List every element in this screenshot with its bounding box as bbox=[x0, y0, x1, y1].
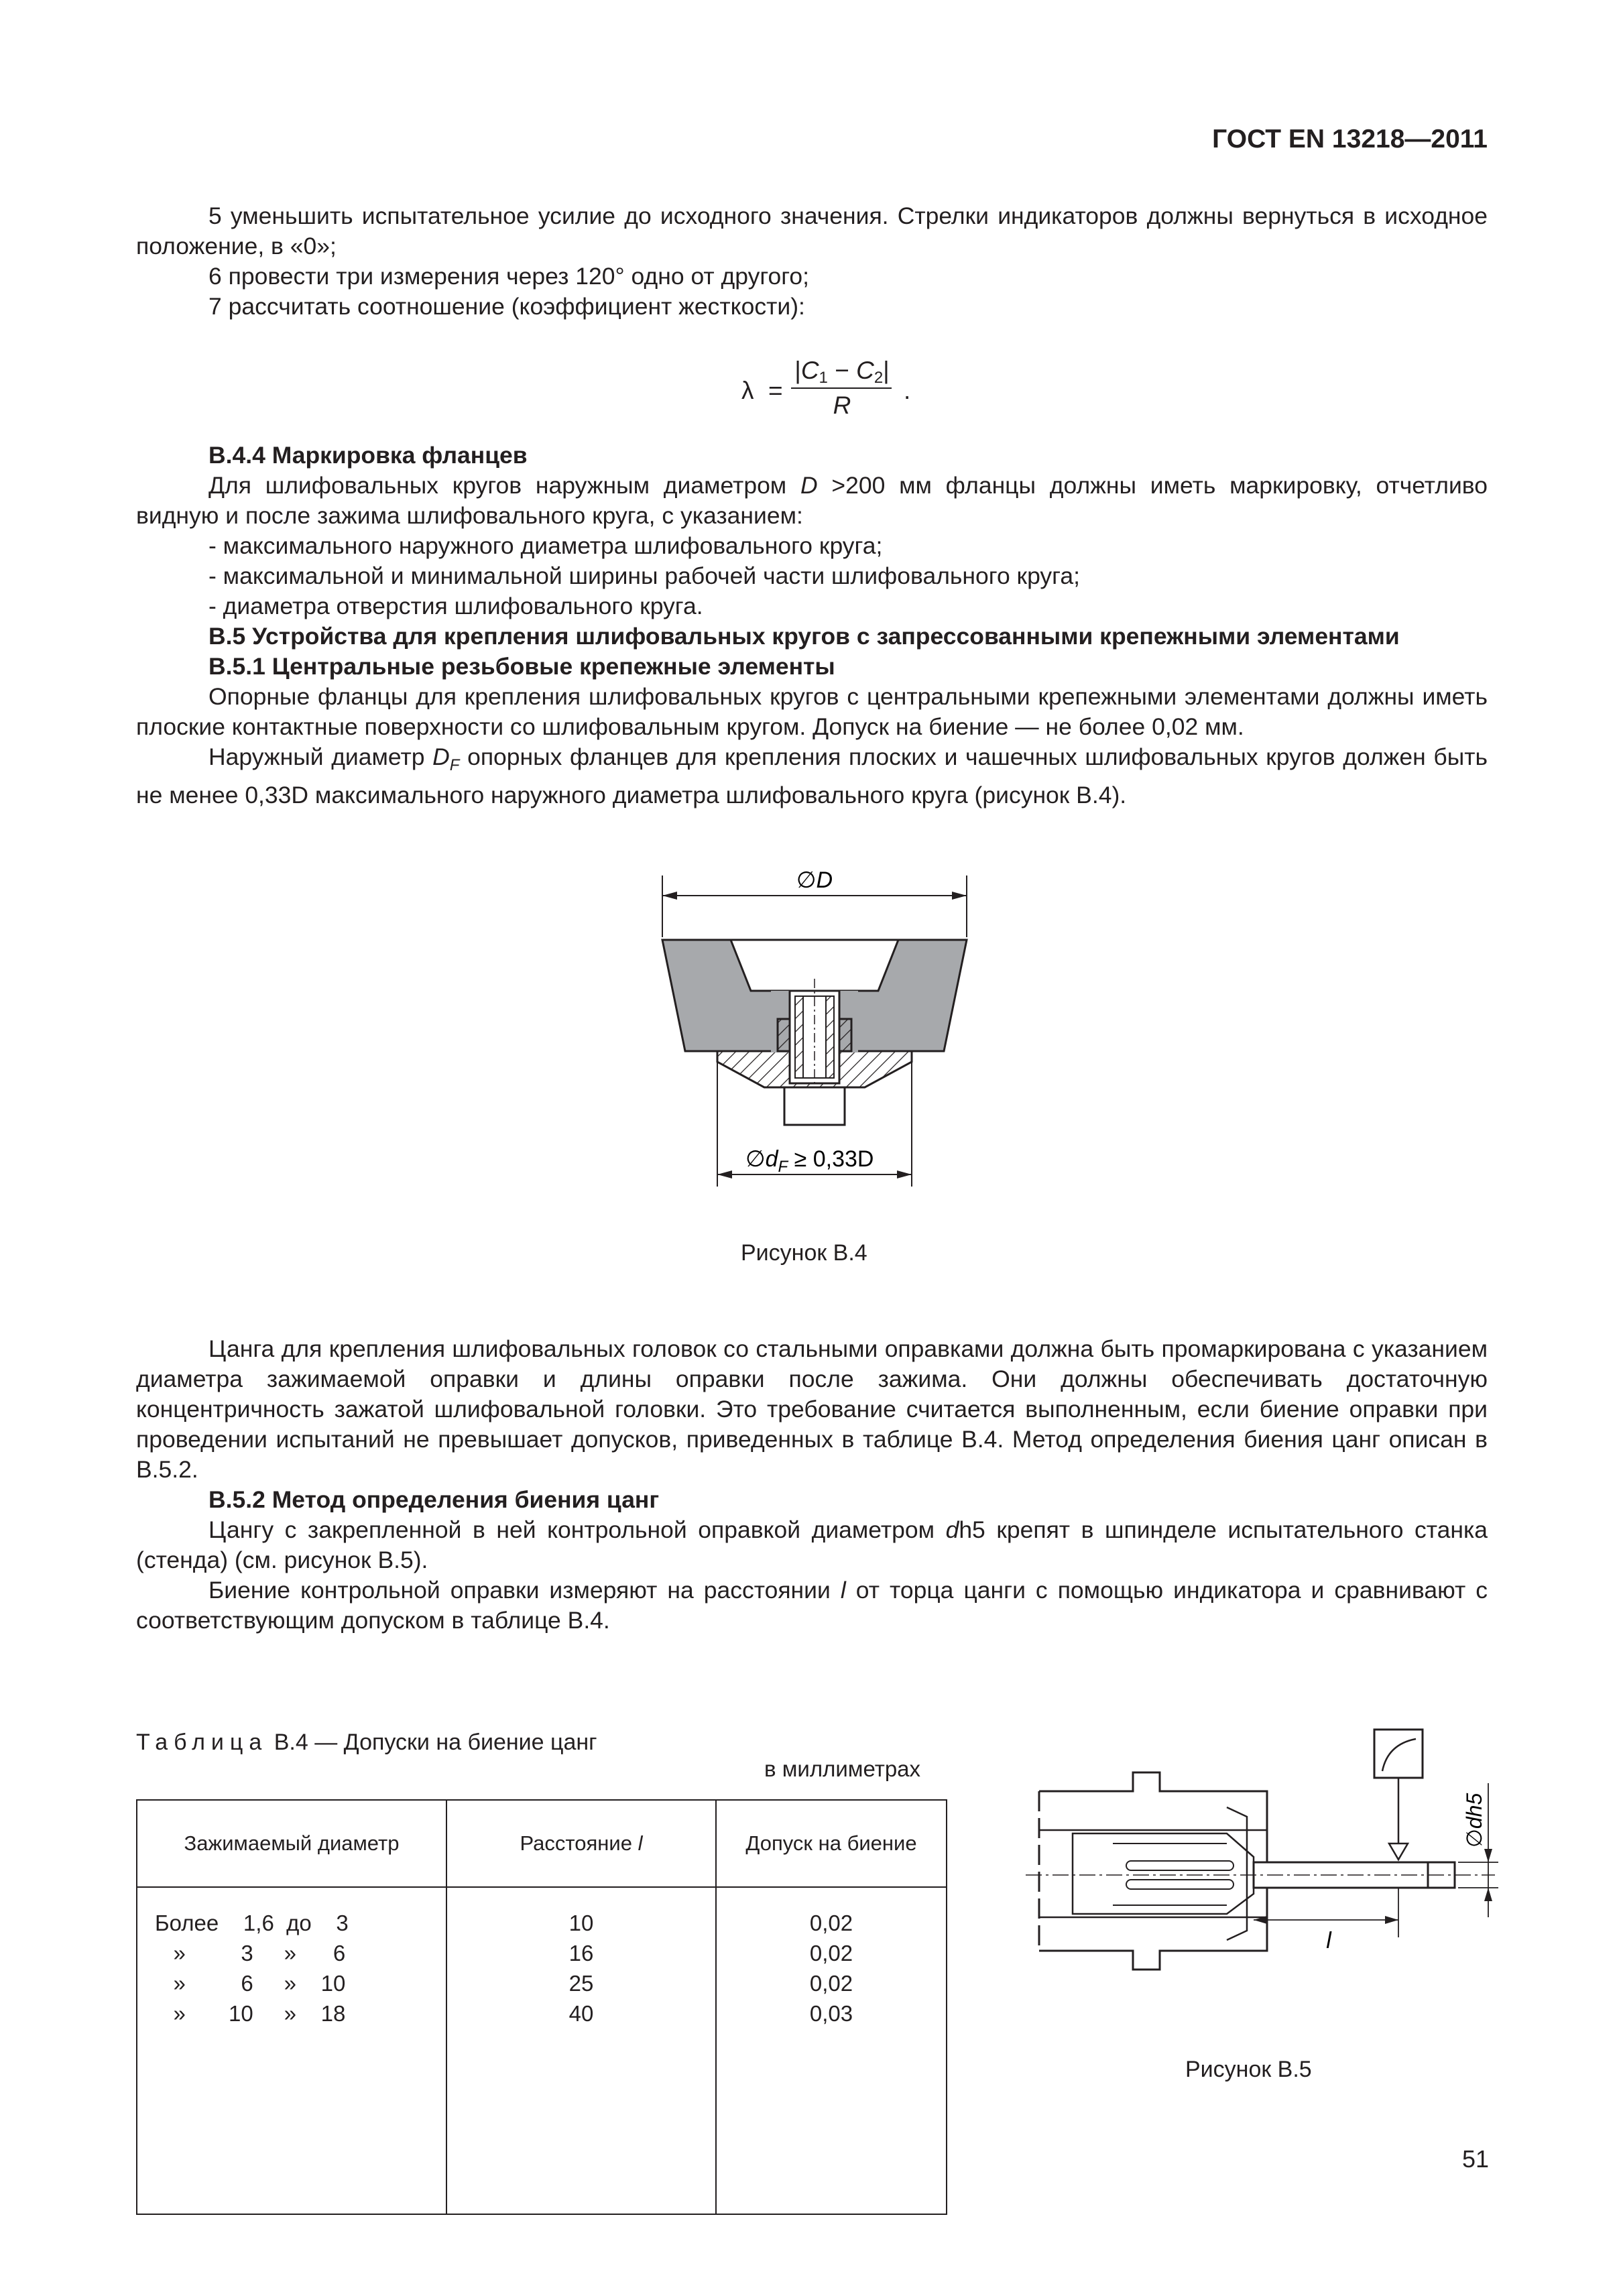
table-header-diameter: Зажимаемый диаметр bbox=[137, 1800, 446, 1887]
collet-paragraph-3: Биение контрольной оправки измеряют на расстоянии l от торца цанги с помощью индикатора и сравнивают с соответствующим допуском в таблице В.4. bbox=[136, 1577, 1488, 1634]
formula-numerator: $|C_1 - C_2|$ bbox=[794, 357, 890, 387]
heading-b51: В.5.1 Центральные резьбовые крепежные элементы bbox=[208, 653, 835, 680]
stiffness-formula bbox=[736, 349, 910, 422]
table-b4-units: в миллиметрах bbox=[764, 1756, 921, 1781]
formula-fraction-bar bbox=[791, 387, 892, 389]
collet-paragraph-2: Цангу с закрепленной в ней контрольной оправкой диаметром dh5 крепят в шпинделе испытательного станка (стенда) (см. рисунок В.5). bbox=[136, 1516, 1488, 1573]
table-column-tolerance: 0,02 0,02 0,02 0,03 bbox=[716, 1887, 947, 2214]
figure-b4-caption: Рисунок В.4 bbox=[741, 1240, 867, 1266]
b51-paragraph-2: Наружный диаметр $D_F$ опорных фланцев для крепления плоских и чашечных шлифовальных кругов должен быть не менее 0,33D максимального наружного диаметра шлифовального круга (рисунок В.4). bbox=[136, 743, 1488, 809]
intro-block bbox=[136, 201, 1488, 322]
b51-paragraph-1: Опорные фланцы для крепления шлифовальных кругов с центральными крепежными элементами должны иметь плоские контактные поверхности со шлифовальным кругом. Допуск на биение — не более 0,02 мм. bbox=[136, 683, 1488, 740]
spindle-shaft bbox=[784, 1087, 845, 1125]
table-column-diameter: Более 1,6 до 3 » 3 » 6 » 6 » 10 » 10 » 18 bbox=[137, 1887, 446, 2214]
label-diameter-dh5: ∅dh5 bbox=[1462, 1793, 1486, 1848]
label-length-l: l bbox=[1326, 1928, 1331, 1953]
table-b4 bbox=[136, 1799, 947, 2215]
dial-indicator-icon bbox=[1374, 1730, 1423, 1778]
intro-step-6: 6 провести три измерения через 120° одно от другого; bbox=[208, 263, 810, 290]
sections-block bbox=[136, 440, 1488, 810]
b44-list-item: - максимального наружного диаметра шлифовального круга; bbox=[208, 532, 883, 559]
formula-end: . bbox=[904, 377, 911, 404]
document-id-header: ГОСТ EN 13218—2011 bbox=[1212, 125, 1488, 154]
figure-b5-collet-drawing bbox=[1026, 1716, 1508, 2018]
formula-denominator: R bbox=[833, 391, 851, 419]
figure-b5-caption: Рисунок В.5 bbox=[1185, 2057, 1312, 2082]
figure-b4-flange-drawing bbox=[630, 851, 992, 1200]
b44-list-item: - максимальной и минимальной ширины рабочей части шлифовального круга; bbox=[208, 562, 1080, 589]
intro-step-5: 5 уменьшить испытательное усилие до исходного значения. Стрелки индикаторов должны вернуться в исходное положение, в «0»; bbox=[136, 202, 1488, 259]
heading-b5: В.5 Устройства для крепления шлифовальных кругов с запрессованными крепежными элементами bbox=[208, 623, 1400, 650]
heading-b52: В.5.2 Метод определения биения цанг bbox=[208, 1486, 660, 1513]
b44-list-item: - диаметра отверстия шлифовального круга. bbox=[208, 593, 703, 619]
label-diameter-df: $\emptyset d_F \ge 0,33D$ bbox=[745, 1146, 874, 1176]
page-number: 51 bbox=[1461, 2145, 1489, 2173]
table-header-distance: Расстояние l bbox=[446, 1800, 716, 1887]
table-header-row bbox=[137, 1800, 947, 1887]
table-b4-title: Таблица В.4 — Допуски на биение цанг bbox=[136, 1730, 597, 1755]
heading-b44: В.4.4 Маркировка фланцев bbox=[208, 442, 528, 469]
formula-lambda: λ bbox=[741, 377, 754, 404]
table-row bbox=[137, 1887, 947, 2214]
collet-paragraph-1: Цанга для крепления шлифовальных головок со стальными оправками должна быть промаркирована с указанием диаметра зажимаемой оправки и длины оправки после зажима. Они должны обеспечивать достаточную концентричность зажатой шлифовальной головки. Это требование считается выполненным, если биение оправки при проведении испытаний не превышает допусков, приведенных в таблице В.4. Метод определения биения цанг описан в В.5.2. bbox=[136, 1335, 1488, 1483]
table-column-distance: 10 16 25 40 bbox=[446, 1887, 716, 2214]
collet-block bbox=[136, 1334, 1488, 1636]
collet-body bbox=[1073, 1833, 1254, 1914]
label-diameter-d: ∅D bbox=[796, 867, 833, 893]
b44-paragraph: Для шлифовальных кругов наружным диаметром D >200 мм фланцы должны иметь маркировку, отчетливо видную и после зажима шлифовального круга, с указанием: bbox=[136, 472, 1488, 529]
formula-equals: = bbox=[768, 377, 783, 404]
intro-step-7: 7 рассчитать соотношение (коэффициент жесткости): bbox=[208, 293, 805, 320]
table-header-tolerance: Допуск на биение bbox=[716, 1800, 947, 1887]
